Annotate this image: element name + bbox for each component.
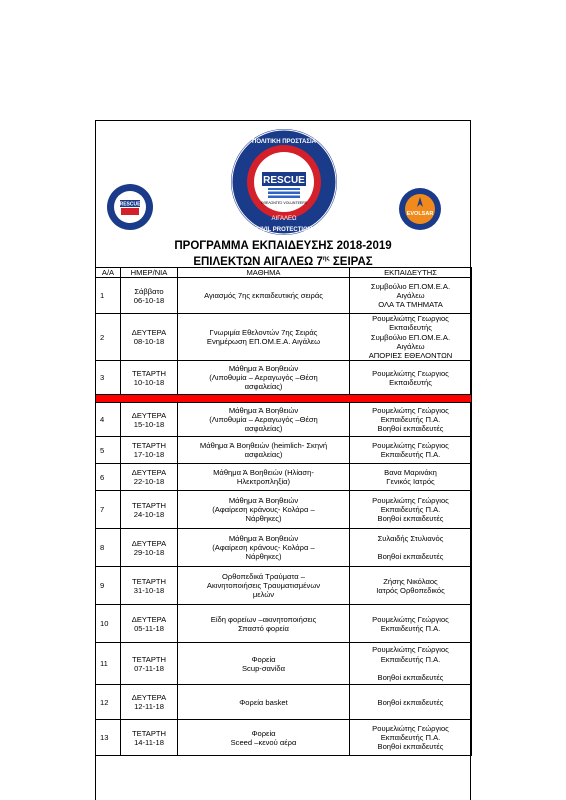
lesson-line: Σπαστό φορεία xyxy=(238,623,289,633)
lesson-line: Μάθημα Ά Βοηθειών (heimlich- Σκηνή xyxy=(199,441,328,451)
cell-number: 1 xyxy=(96,278,121,314)
cell-trainer xyxy=(350,720,472,756)
trainer-line: Ρουμελιώτης Γεωργιος xyxy=(372,368,449,378)
cell-number: 11 xyxy=(96,643,121,685)
cell-day: ΤΕΤΑΡΤΗ xyxy=(131,654,167,664)
trainer-line: Βανα Μαρινάκη xyxy=(384,468,437,478)
cell-number: 6 xyxy=(96,464,121,491)
cell-trainer xyxy=(350,437,472,464)
trainer-line: Γενικός Ιατρός xyxy=(386,477,435,487)
cell-date-value: 29-10-18 xyxy=(133,547,165,557)
trainer-line: ΟΛΑ ΤΑ ΤΜΗΜΑΤΑ xyxy=(378,300,443,310)
center-rescue-logo xyxy=(230,128,338,236)
lesson-line: Sceed –κενού αέρα xyxy=(230,737,297,747)
cell-lesson xyxy=(178,720,350,756)
center-top-arc-text: ΠΟΛΙΤΙΚΗ ΠΡΟΣΤΑΣΙΑ xyxy=(252,139,316,145)
cell-day: ΔΕΥΤΕΡΑ xyxy=(131,468,167,478)
cell-date-value: 06-10-18 xyxy=(133,295,165,305)
cell-lesson xyxy=(178,314,350,361)
cell-date-value: 14-11-18 xyxy=(134,737,164,747)
trainer-line: Ρουμελιώτης Γεώργιος xyxy=(372,614,449,624)
lesson-line: Νάρθηκες) xyxy=(245,552,282,562)
cell-number: 10 xyxy=(96,605,121,643)
cell-day: ΔΕΥΤΕΡΑ xyxy=(131,614,167,624)
cell-number: 12 xyxy=(96,685,121,720)
cell-date-value: 17-10-18 xyxy=(133,450,165,460)
lesson-line: ασφαλείας) xyxy=(244,424,283,434)
title-line2-sup: ης xyxy=(322,256,330,262)
cell-date-value: 07-11-18 xyxy=(134,663,164,673)
lesson-line: ασφαλείας) xyxy=(244,450,283,460)
cell-date xyxy=(121,278,178,314)
cell-number: 4 xyxy=(96,403,121,437)
cell-date xyxy=(121,720,178,756)
lesson-line: (Αφαίρεση κράνους- Κολάρα – xyxy=(212,543,315,553)
table-row xyxy=(96,464,472,491)
trainer-line: Συμβούλιο ΕΠ.ΟΜ.Ε.Α. xyxy=(370,281,451,291)
trainer-line: Εκπαιδευτής xyxy=(389,377,432,387)
cell-lesson xyxy=(178,605,350,643)
cell-day: ΔΕΥΤΕΡΑ xyxy=(131,538,167,548)
cell-lesson xyxy=(178,464,350,491)
cell-trainer xyxy=(350,464,472,491)
table-row xyxy=(96,361,472,395)
cell-number: 2 xyxy=(96,314,121,361)
cell-date xyxy=(121,403,178,437)
cell-trainer xyxy=(350,403,472,437)
cell-date xyxy=(121,464,178,491)
cell-date-value: 05-11-18 xyxy=(134,623,164,633)
table-row xyxy=(96,605,472,643)
trainer-line: Ζήσης Νικόλαος xyxy=(383,576,438,586)
cell-trainer xyxy=(350,491,472,529)
cell-date-value: 10-10-18 xyxy=(133,377,165,387)
lesson-line: Φορεία xyxy=(251,728,276,738)
trainer-line: Συλαιδής Στυλιανός xyxy=(377,533,444,543)
lesson-line: Μάθημα Ά Βοηθειών xyxy=(228,363,299,373)
cell-day: ΤΕΤΑΡΤΗ xyxy=(131,576,167,586)
cell-lesson xyxy=(178,361,350,395)
cell-trainer xyxy=(350,361,472,395)
trainer-line: Εκπαιδευτής Π.Α. xyxy=(380,450,441,460)
lesson-line: Φορεία basket xyxy=(239,697,288,707)
cell-day: ΤΕΤΑΡΤΗ xyxy=(131,441,167,451)
cell-lesson xyxy=(178,529,350,567)
center-city-text: ΑΙΓΑΛΕΩ xyxy=(271,216,297,222)
lesson-line: Ορθοπεδικά Τραύματα – xyxy=(221,571,306,581)
center-bottom-arc-text: CIVIL PROTECTION xyxy=(255,227,313,233)
cell-day: ΔΕΥΤΕΡΑ xyxy=(131,328,167,337)
trainer-line: Εκπαιδευτής Π.Α. xyxy=(380,733,441,743)
header-aa: Α/Α xyxy=(96,268,121,278)
lesson-line: Μάθημα Ά Βοηθειών xyxy=(228,495,299,505)
lesson-line: Μάθημα Ά Βοηθειών xyxy=(228,405,299,415)
trainer-line: Ρουμελιώτης Γεώργιος xyxy=(372,723,449,733)
left-rescue-logo xyxy=(106,183,154,231)
cell-date xyxy=(121,643,178,685)
cell-date-value: 08-10-18 xyxy=(133,337,165,347)
trainer-line: Βοηθοί εκπαιδευτές xyxy=(377,697,444,707)
lesson-line: Ακινητοποιήσεις Τραυματισμένων xyxy=(206,581,321,591)
lesson-line: (Αφαίρεση κράνους- Κολάρα – xyxy=(212,505,315,515)
cell-date xyxy=(121,685,178,720)
trainer-line: Εκπαιδευτής Π.Α. xyxy=(380,505,441,515)
cell-lesson xyxy=(178,567,350,605)
cell-number: 3 xyxy=(96,361,121,395)
document-title-line1: ΠΡΟΓΡΑΜΜΑ ΕΚΠΑΙΔΕΥΣΗΣ 2018-2019 xyxy=(174,240,392,252)
table-row xyxy=(96,643,472,685)
cell-lesson xyxy=(178,403,350,437)
table-row xyxy=(96,567,472,605)
table-header-row xyxy=(96,268,472,278)
table-row xyxy=(96,491,472,529)
table-row xyxy=(96,314,472,361)
cell-day: ΔΕΥΤΕΡΑ xyxy=(131,410,167,420)
red-separator-cell xyxy=(96,395,472,403)
cell-day: ΤΕΤΑΡΤΗ xyxy=(131,500,167,510)
cell-day: ΔΕΥΤΕΡΑ xyxy=(131,693,167,703)
lesson-line: Νάρθηκες) xyxy=(245,514,282,524)
cell-trainer xyxy=(350,278,472,314)
table-row xyxy=(96,278,472,314)
header-trainer: ΕΚΠΑΙΔΕΥΤΗΣ xyxy=(350,268,472,278)
cell-trainer xyxy=(350,643,472,685)
right-evolsar-logo xyxy=(398,187,442,231)
header-date: ΗΜΕΡ/ΝΙΑ xyxy=(121,268,178,278)
cell-number: 5 xyxy=(96,437,121,464)
lesson-line: Ενημέρωση ΕΠ.ΟΜ.Ε.Α. Αιγάλεω xyxy=(206,337,321,347)
cell-lesson xyxy=(178,491,350,529)
table-row xyxy=(96,403,472,437)
title-line2-main: ΕΠΙΛΕΚΤΩΝ ΑΙΓΑΛΕΩ 7 xyxy=(193,255,323,268)
lesson-line: Είδη φορείων –ακινητοποιήσεις xyxy=(210,614,317,624)
trainer-line: Αιγάλεω xyxy=(396,291,425,301)
cell-day: ΤΕΤΑΡΤΗ xyxy=(131,368,167,378)
table-row xyxy=(96,437,472,464)
trainer-line: Βοηθοί εκπαιδευτές xyxy=(377,424,444,434)
lesson-line: Μάθημα Ά Βοηθειών (Ηλίαση- xyxy=(213,468,314,478)
cell-date-value: 12-11-18 xyxy=(134,702,164,712)
lesson-line: Φορεία xyxy=(251,654,276,664)
cell-number: 8 xyxy=(96,529,121,567)
cell-date xyxy=(121,361,178,395)
lesson-line: Μάθημα Ά Βοηθειών xyxy=(228,533,299,543)
cell-lesson xyxy=(178,685,350,720)
cell-trainer xyxy=(350,685,472,720)
cell-date xyxy=(121,314,178,361)
cell-trainer xyxy=(350,529,472,567)
trainer-line: Αιγάλεω xyxy=(396,341,425,351)
cell-day: ΤΕΤΑΡΤΗ xyxy=(131,728,167,738)
cell-trainer xyxy=(350,314,472,361)
trainer-line: Βοηθοί εκπαιδευτές xyxy=(377,672,444,682)
lesson-line: Γνωριμία Εθελοντών 7ης Σειράς xyxy=(209,328,318,337)
trainer-line: Εκπαιδευτής Π.Α. xyxy=(380,654,441,664)
right-logo-text: EVOLSAR xyxy=(406,211,434,217)
lesson-line: Ηλεκτροπληξία) xyxy=(236,477,291,487)
trainer-line: Εκπαιδευτής Π.Α. xyxy=(380,623,441,633)
center-badge-text: RESCUE xyxy=(263,175,305,186)
trainer-line: Εκπαιδευτής xyxy=(389,323,432,333)
center-sub-text: ΕΘΕΛΟΝΤΕΣ VOLUNTEERS xyxy=(260,201,308,205)
cell-trainer xyxy=(350,567,472,605)
lesson-line: ασφαλείας) xyxy=(244,382,283,392)
cell-lesson xyxy=(178,278,350,314)
lesson-line: (Λιποθυμία – Αεραγωγός –Θέση xyxy=(209,373,318,383)
trainer-line xyxy=(352,543,469,552)
cell-date-value: 24-10-18 xyxy=(133,509,165,519)
cell-date xyxy=(121,529,178,567)
lesson-line: (Λιποθυμία – Αεραγωγός –Θέση xyxy=(209,415,318,425)
cell-date xyxy=(121,491,178,529)
trainer-line: ΑΠΟΡΙΕΣ ΕΘΕΛΟΝΤΩΝ xyxy=(368,351,453,361)
trainer-line: Ρουμελιώτης Γεώργιος xyxy=(372,645,449,655)
cell-date-value: 31-10-18 xyxy=(133,585,165,595)
cell-number: 9 xyxy=(96,567,121,605)
cell-trainer xyxy=(350,605,472,643)
title-line2-end: ΣΕΙΡΑΣ xyxy=(329,255,373,268)
cell-date-value: 22-10-18 xyxy=(133,477,165,487)
trainer-line: Ρουμελιώτης Γεωργιος xyxy=(372,314,449,324)
lesson-line: Scup-σανίδα xyxy=(241,663,285,673)
schedule-table xyxy=(95,267,472,756)
trainer-line: Ρουμελιώτης Γεώργιος xyxy=(372,441,449,451)
trainer-line: Συμβούλιο ΕΠ.ΟΜ.Ε.Α. xyxy=(370,332,451,342)
lesson-line: μελών xyxy=(252,590,275,600)
left-logo-text: RESCUE xyxy=(119,201,141,208)
trainer-line xyxy=(352,664,469,673)
table-row xyxy=(96,720,472,756)
trainer-line: Βοηθοί εκπαιδευτές xyxy=(377,742,444,752)
cell-day: Σάββατο xyxy=(134,286,164,296)
cell-lesson xyxy=(178,643,350,685)
cell-lesson xyxy=(178,437,350,464)
cell-date xyxy=(121,567,178,605)
cell-date xyxy=(121,437,178,464)
trainer-line: Βοηθοί εκπαιδευτές xyxy=(377,514,444,524)
cell-date xyxy=(121,605,178,643)
trainer-line: Ιατρός Ορθοπεδικός xyxy=(376,585,445,595)
trainer-line: Βοηθοί εκπαιδευτές xyxy=(377,552,444,562)
trainer-line: Εκπαιδευτής Π.Α. xyxy=(380,415,441,425)
trainer-line: Ρουμελιώτης Γεώργιος xyxy=(372,405,449,415)
table-row xyxy=(96,529,472,567)
header-lesson: ΜΑΘΗΜΑ xyxy=(178,268,350,278)
trainer-line: Ρουμελιώτης Γεώργιος xyxy=(372,495,449,505)
lesson-line: Αγιασμός 7ης εκπαιδευτικής σειράς xyxy=(204,291,323,301)
cell-date-value: 15-10-18 xyxy=(133,419,165,429)
table-row xyxy=(96,685,472,720)
red-separator-row xyxy=(96,395,472,403)
cell-number: 7 xyxy=(96,491,121,529)
cell-number: 13 xyxy=(96,720,121,756)
